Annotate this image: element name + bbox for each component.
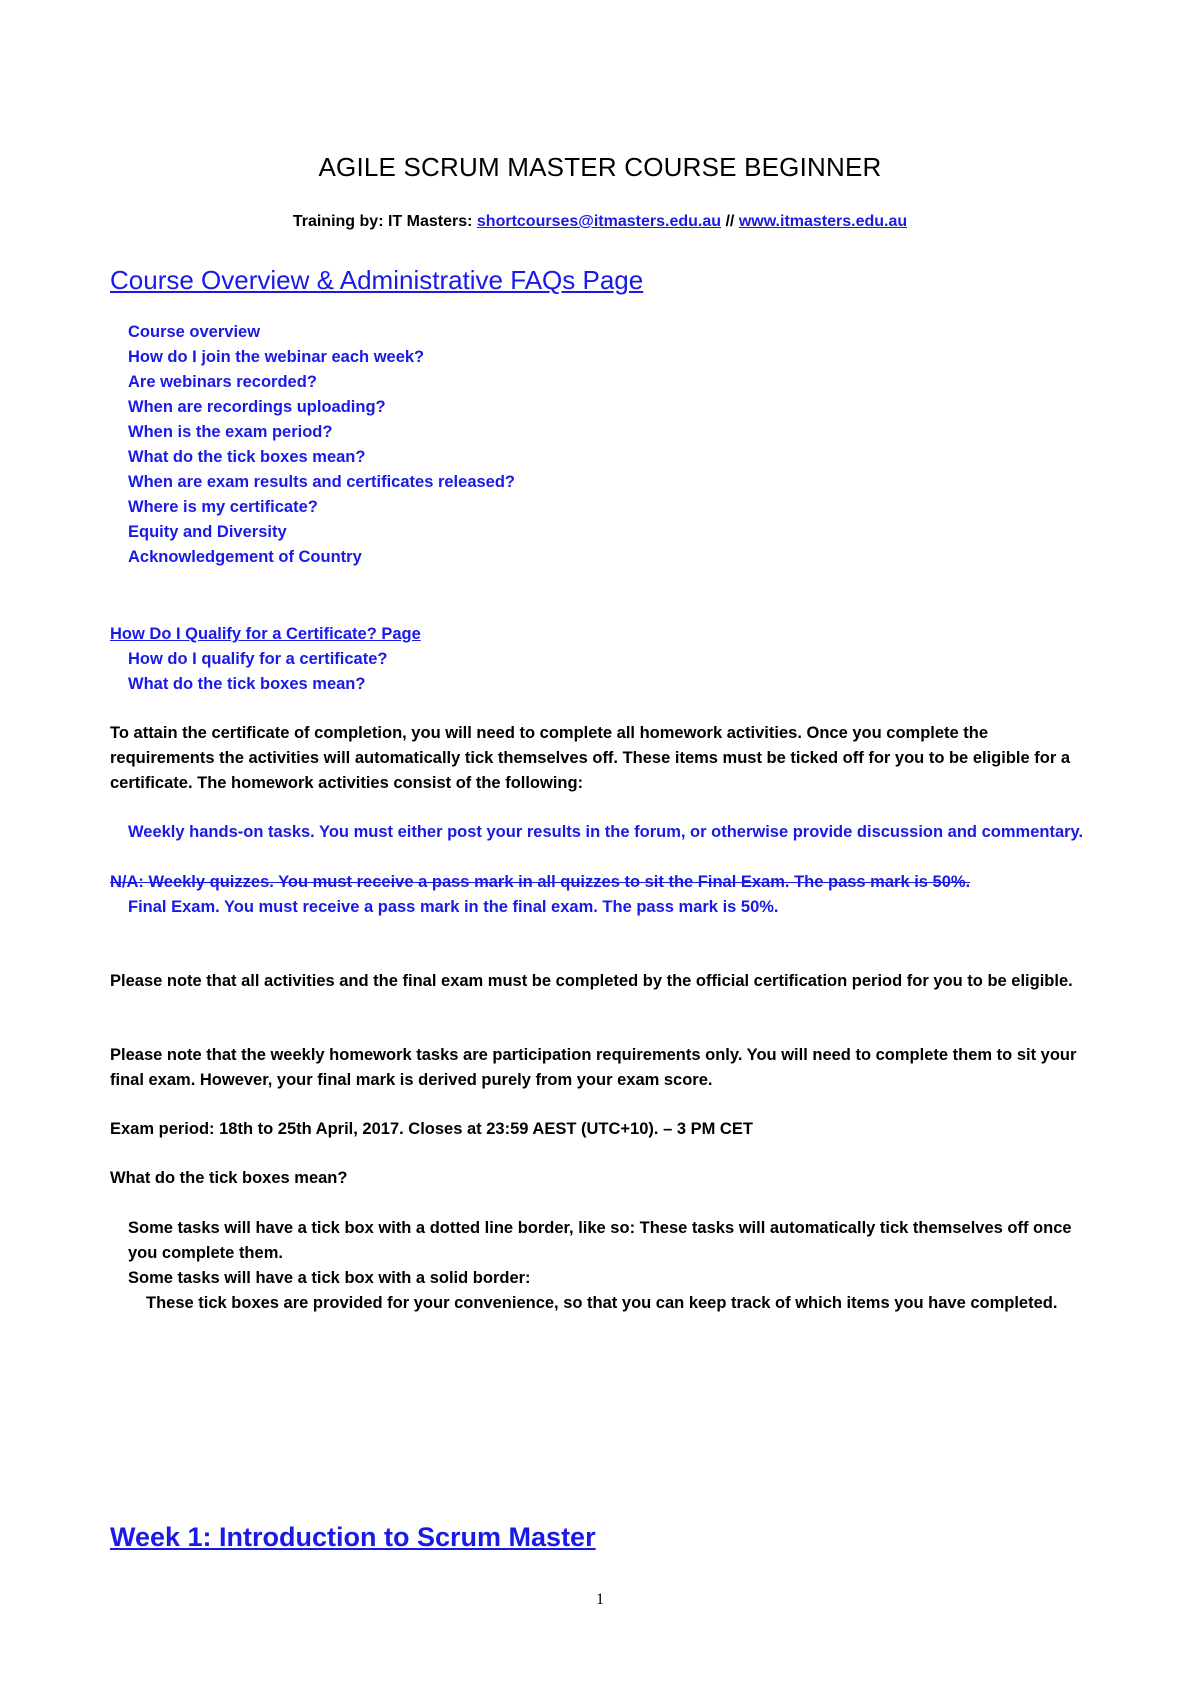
toc-link-qualify[interactable]: How do I qualify for a certificate?: [128, 650, 388, 668]
note-homework-paragraph: Please note that the weekly homework tasks are participation requirements only. You will need to complete them to sit your final exam. However, your final mark is derived purely from your exam score.: [110, 1046, 1077, 1089]
document-title: AGILE SCRUM MASTER COURSE BEGINNER: [318, 152, 882, 182]
attain-paragraph: To attain the certificate of completion, you will need to complete all homework activities. Once you complete the requirements the activities will automatically tick themselves off. These items must be ticked off for you to be eligible for a certificate. The homework activities consist of the following:: [110, 724, 1071, 792]
toc-link-course-overview[interactable]: Course overview: [128, 323, 261, 341]
tick-solid-paragraph: Some tasks will have a tick box with a solid border:: [128, 1269, 531, 1287]
toc-link-certificate[interactable]: Where is my certificate?: [128, 498, 318, 516]
qualify-heading-link[interactable]: How Do I Qualify for a Certificate? Page: [110, 625, 421, 643]
toc-link-exam-results[interactable]: When are exam results and certificates released?: [128, 473, 516, 491]
note-activities-paragraph: Please note that all activities and the final exam must be completed by the official certification period for you to be eligible.: [110, 972, 1073, 990]
toc-link-equity-diversity[interactable]: Equity and Diversity: [128, 523, 287, 541]
page-number: 1: [596, 1591, 604, 1608]
toc-link-exam-period[interactable]: When is the exam period?: [128, 423, 333, 441]
toc-link-tick-boxes-2[interactable]: What do the tick boxes mean?: [128, 675, 366, 693]
final-exam-item: Final Exam. You must receive a pass mark in the final exam. The pass mark is 50%.: [128, 898, 779, 916]
tick-boxes-question: What do the tick boxes mean?: [110, 1169, 348, 1187]
toc-link-join-webinar[interactable]: How do I join the webinar each week?: [128, 348, 425, 366]
qualify-link-list: [128, 647, 387, 697]
toc-link-tick-boxes[interactable]: What do the tick boxes mean?: [128, 448, 366, 466]
training-separator: //: [725, 213, 735, 230]
overview-link-list: [128, 320, 515, 570]
overview-heading-link[interactable]: Course Overview & Administrative FAQs Page: [110, 265, 644, 295]
training-label: Training by: IT Masters:: [292, 213, 473, 230]
email-link[interactable]: shortcourses@itmasters.edu.au: [476, 213, 722, 230]
tick-dotted-paragraph: Some tasks will have a tick box with a dotted line border, like so: These tasks will automatically tick themselves off once you complete them.: [128, 1219, 1072, 1262]
toc-link-webinars-recorded[interactable]: Are webinars recorded?: [128, 373, 317, 391]
toc-link-recordings-uploading[interactable]: When are recordings uploading?: [128, 398, 386, 416]
website-link[interactable]: www.itmasters.edu.au: [738, 213, 908, 230]
training-line: [0, 211, 1200, 233]
weekly-tasks-item: Weekly hands-on tasks. You must either post your results in the forum, or otherwise provide discussion and commentary.: [128, 823, 1084, 841]
na-quizzes-item: N/A: Weekly quizzes. You must receive a pass mark in all quizzes to sit the Final Exam. The pass mark is 50%.: [110, 873, 971, 891]
exam-period-text: Exam period: 18th to 25th April, 2017. Closes at 23:59 AEST (UTC+10). – 3 PM CET: [110, 1120, 753, 1138]
toc-link-acknowledgement[interactable]: Acknowledgement of Country: [128, 548, 362, 566]
week1-heading-link[interactable]: Week 1: Introduction to Scrum Master: [110, 1522, 596, 1552]
tick-convenience-paragraph: These tick boxes are provided for your convenience, so that you can keep track of which items you have completed.: [146, 1294, 1058, 1312]
